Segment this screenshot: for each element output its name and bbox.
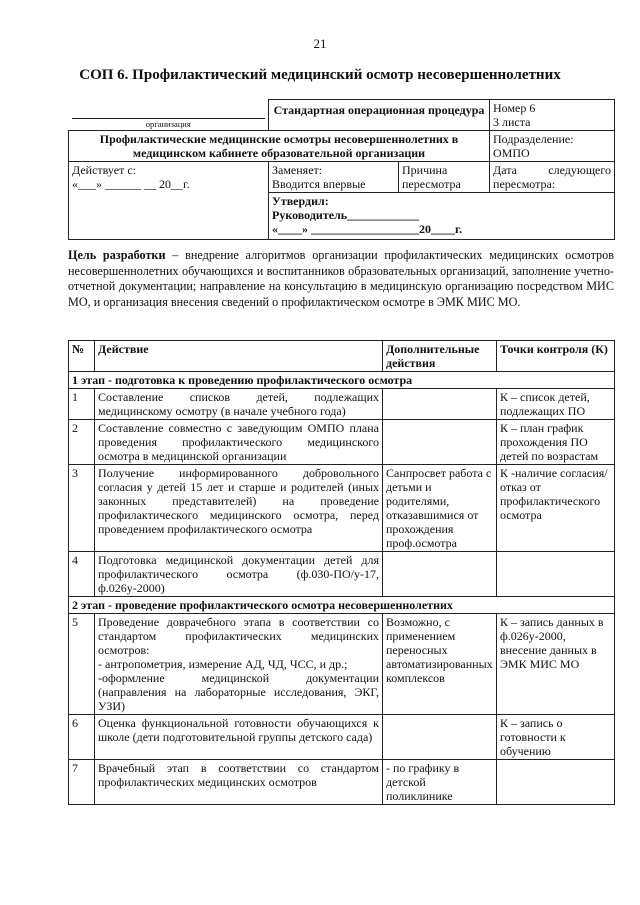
goal-label: Цель разработки (68, 248, 166, 262)
row-action: Составление списков детей, подлежащих медицинскому осмотру (в начале учебного года) (95, 389, 383, 420)
row-control: К – список детей, подлежащих ПО (497, 389, 615, 420)
approved-date: «____» __________________20____г. (272, 222, 463, 236)
row-control: К – запись данных в ф.026у-2000, внесение данных в ЭМК МИС МО (497, 614, 615, 715)
row-action: Подготовка медицинской документации детей для профилактического осмотра (ф.030-ПО/у-17, ф.026у-2000) (95, 552, 383, 597)
table-row (69, 420, 615, 465)
sop-number: Номер 6 (493, 101, 536, 115)
organization-line (72, 101, 266, 119)
table-row (69, 614, 615, 715)
table-header-row (69, 341, 615, 372)
organization-caption: организация (145, 118, 191, 129)
procedure-table (68, 340, 615, 805)
row-extra: - по графику в детской поликлинике (383, 760, 497, 805)
sop-header-table (68, 99, 615, 240)
row-action: Проведение доврачебного этапа в соответствии со стандартом профилактических медицинских осмотров: - антропометрия, измерение АД, ЧД, ЧСС, и др.; -оформление медицинской документации (направления на лабораторные исследования, ЭКГ, УЗИ) (95, 614, 383, 715)
valid-from-cell (69, 162, 269, 240)
stage-1-title: 1 этап - подготовка к проведению профилактического осмотра (69, 372, 615, 389)
row-number: 1 (69, 389, 95, 420)
approved-label: Утвердил: (272, 194, 329, 208)
row-control: К – запись о готовности к обучению (497, 715, 615, 760)
sop-sheets: 3 листа (493, 115, 531, 129)
table-row (69, 715, 615, 760)
row-extra (383, 420, 497, 465)
row-number: 3 (69, 465, 95, 552)
stage-row (69, 597, 615, 614)
document-title: СОП 6. Профилактический медицинский осмотр несовершеннолетних (79, 67, 561, 83)
row-extra: Санпросвет работа с детьми и родителями, отказавшимися от прохождения проф.осмотра (383, 465, 497, 552)
row-number: 7 (69, 760, 95, 805)
row-extra (383, 715, 497, 760)
next-review-date: Дата следующего пересмотра: (490, 162, 615, 193)
organization-cell (69, 100, 269, 131)
review-reason: Причина пересмотра (399, 162, 490, 193)
row-action: Оценка функциональной готовности обучающихся к школе (дети подготовительной группы детского сада) (95, 715, 383, 760)
table-row (69, 465, 615, 552)
row-action: Составление совместно с заведующим ОМПО плана проведения профилактического медицинского осмотра в медицинской организации (95, 420, 383, 465)
valid-from-value: «___» ______ __ 20__г. (72, 177, 190, 191)
row-extra (383, 552, 497, 597)
stage-2-title: 2 этап - проведение профилактического осмотра несовершеннолетних (69, 597, 615, 614)
stage-row (69, 372, 615, 389)
row-action: Врачебный этап в соответствии со стандартом профилактических медицинских осмотров (95, 760, 383, 805)
sop-subject: Профилактические медицинские осмотры несовершеннолетних в медицинском кабинете образовательной организации (69, 131, 490, 162)
row-control (497, 760, 615, 805)
row-extra (383, 389, 497, 420)
sop-number-cell (490, 100, 615, 131)
row-control: К – план график прохождения ПО детей по возрастам (497, 420, 615, 465)
row-number: 2 (69, 420, 95, 465)
replaces-value: Вводится впервые (272, 177, 366, 191)
header-action: Действие (95, 341, 383, 372)
row-extra: Возможно, с применением переносных автоматизированных комплексов (383, 614, 497, 715)
valid-from-label: Действует с: (72, 163, 136, 177)
sop-type: Стандартная операционная процедура (269, 100, 490, 131)
goal-text: – внедрение алгоритмов организации профилактических медицинских осмотров несовершеннолетних обучающихся и воспитанников образовательных организаций, заполнение учетно-отчетной документации; направление на консультацию в медицинскую организацию посредством МИС МО, и организация внесения сведений о профилактическом осмотре в ЭМК МИС МО. (68, 248, 614, 309)
header-extra: Дополнительные действия (383, 341, 497, 372)
goal-paragraph (68, 248, 614, 310)
approval-cell (269, 193, 615, 240)
row-number: 6 (69, 715, 95, 760)
replaces-cell (269, 162, 399, 193)
table-row (69, 389, 615, 420)
header-control: Точки контроля (К) (497, 341, 615, 372)
table-row (69, 552, 615, 597)
row-number: 4 (69, 552, 95, 597)
header-number: № (69, 341, 95, 372)
replaces-label: Заменяет: (272, 163, 323, 177)
row-number: 5 (69, 614, 95, 715)
division: Подразделение: ОМПО (490, 131, 615, 162)
row-control: К -наличие согласия/ отказ от профилактического осмотра (497, 465, 615, 552)
row-action: Получение информированного добровольного согласия у детей 15 лет и старше и родителей (иных законных представителей) на проведение профилактического медицинского осмотра, перед проведением профилактического осмотра (95, 465, 383, 552)
head-signature: Руководитель____________ (272, 208, 420, 222)
table-row (69, 760, 615, 805)
row-control (497, 552, 615, 597)
page-number: 21 (313, 36, 327, 51)
